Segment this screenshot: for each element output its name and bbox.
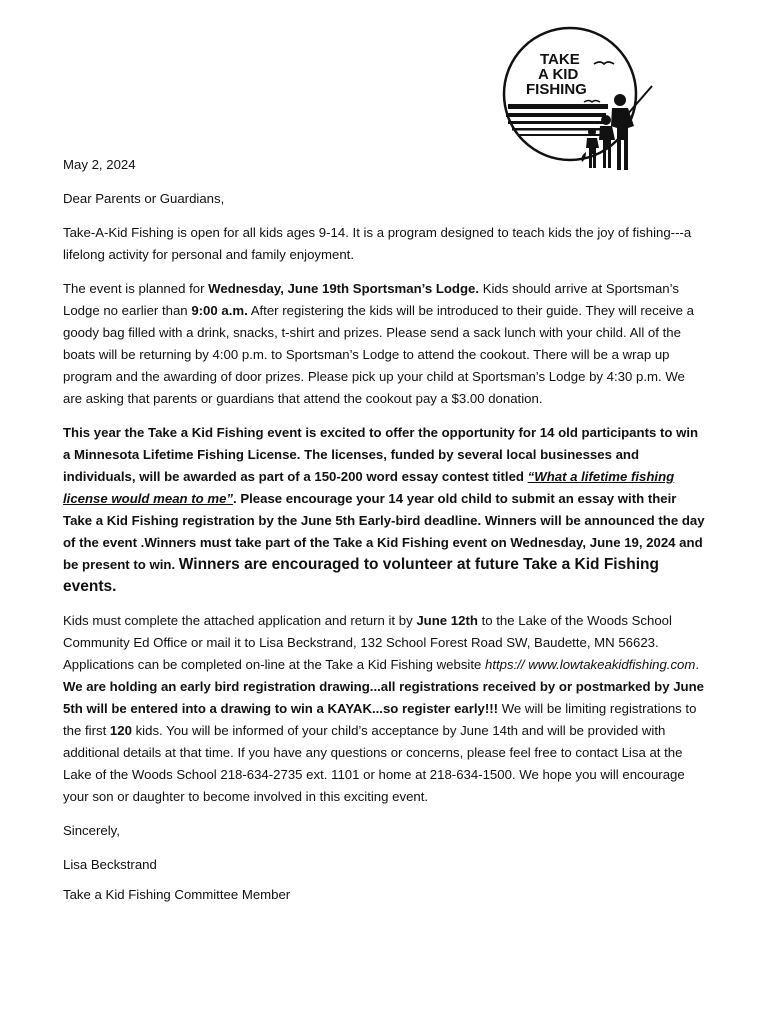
event-date-location: Wednesday, June 19th Sportsman’s Lodge.	[208, 281, 480, 296]
signer-name: Lisa Beckstrand	[63, 857, 157, 872]
letter-greeting: Dear Parents or Guardians,	[63, 191, 225, 206]
essay-title: “What a lifetime fishing license would mean to me”	[63, 469, 675, 506]
intro-paragraph: Take-A-Kid Fishing is open for all kids ages 9-14. It is a program designed to teach kids the joy of fishing---a lifelong activity for personal and family enjoyment.	[63, 225, 692, 262]
logo-line-2: A KID	[538, 66, 579, 83]
license-text-1: This year the Take a Kid Fishing event is excited to offer the opportunity for 14 old participants to win a Minnesota Lifetime Fishing License. The licenses, funded by several local businesses and individuals, will be awarded as part of a 150-200 word essay contest titled	[63, 425, 699, 484]
letter-closing: Sincerely,	[63, 823, 120, 838]
event-time: 9:00 a.m.	[191, 303, 248, 318]
event-text-3: After registering the kids will be introduced to their guide. They will receive a goody bag filled with a drink, snacks, t-shirt and prizes. Please send a sack lunch with your child. All of the boats will be returning by 4:00 p.m. to Sportsman’s Lodge to attend the cookout. There will be a wrap up program and the awarding of door prizes. Please pick up your child at Sportsman’s Lodge by 4:30 p.m. We are asking that parents or guardians that attend the cookout pay a $3.00 donation.	[63, 303, 694, 406]
license-paragraph	[63, 422, 705, 598]
signer-title: Take a Kid Fishing Committee Member	[63, 887, 291, 902]
letter-body	[63, 154, 705, 906]
registration-text-1: Kids must complete the attached application and return it by	[63, 613, 417, 628]
registration-text-5: kids. You will be informed of your child’s acceptance by June 14th and will be provided with additional details at that time. If you have any questions or concerns, please feel free to contact Lisa at the Lake of the Woods School 218-634-2735 ext. 1101 or home at 218-634-1500. We hope you will encourage your son or daughter to become involved in this exciting event.	[63, 723, 685, 804]
registration-deadline: June 12th	[416, 613, 478, 628]
letter-date: May 2, 2024	[63, 157, 136, 172]
license-text-2: . Please encourage your 14 year old child to submit an essay with their Take a Kid Fishing registration by the June 5th Early-bird deadline. Winners will be announced the day of the event .Winners must take part of the Take a Kid Fishing event on Wednesday, June 19, 2024 and be present to win.	[63, 491, 705, 572]
registration-text-3: .	[695, 657, 700, 672]
logo-line-1: TAKE	[540, 51, 580, 68]
registration-text-2: to the Lake of the Woods School Community Ed Office or mail it to Lisa Beckstrand, 132 School Forest Road SW, Baudette, MN 56623. Applications can be completed on-line at the Take a Kid Fishing website	[63, 613, 672, 672]
registration-text-4: We will be limiting registrations to the first	[63, 701, 697, 738]
registration-limit: 120	[109, 723, 132, 738]
registration-paragraph	[63, 610, 705, 808]
event-text-1: The event is planned for	[63, 281, 209, 296]
event-text-2: Kids should arrive at Sportsman’s Lodge no earlier than	[63, 281, 679, 318]
early-bird-notice: We are holding an early bird registration drawing...all registrations received by or postmarked by June 5th will be entered into a drawing to win a KAYAK...so register early!!!	[63, 679, 704, 716]
event-paragraph	[63, 278, 705, 410]
volunteer-note: Winners are encouraged to volunteer at future Take a Kid Fishing events.	[63, 556, 659, 595]
logo-line-3: FISHING	[526, 81, 587, 98]
website-link[interactable]: https:// www.lowtakeakidfishing.com	[485, 657, 696, 672]
